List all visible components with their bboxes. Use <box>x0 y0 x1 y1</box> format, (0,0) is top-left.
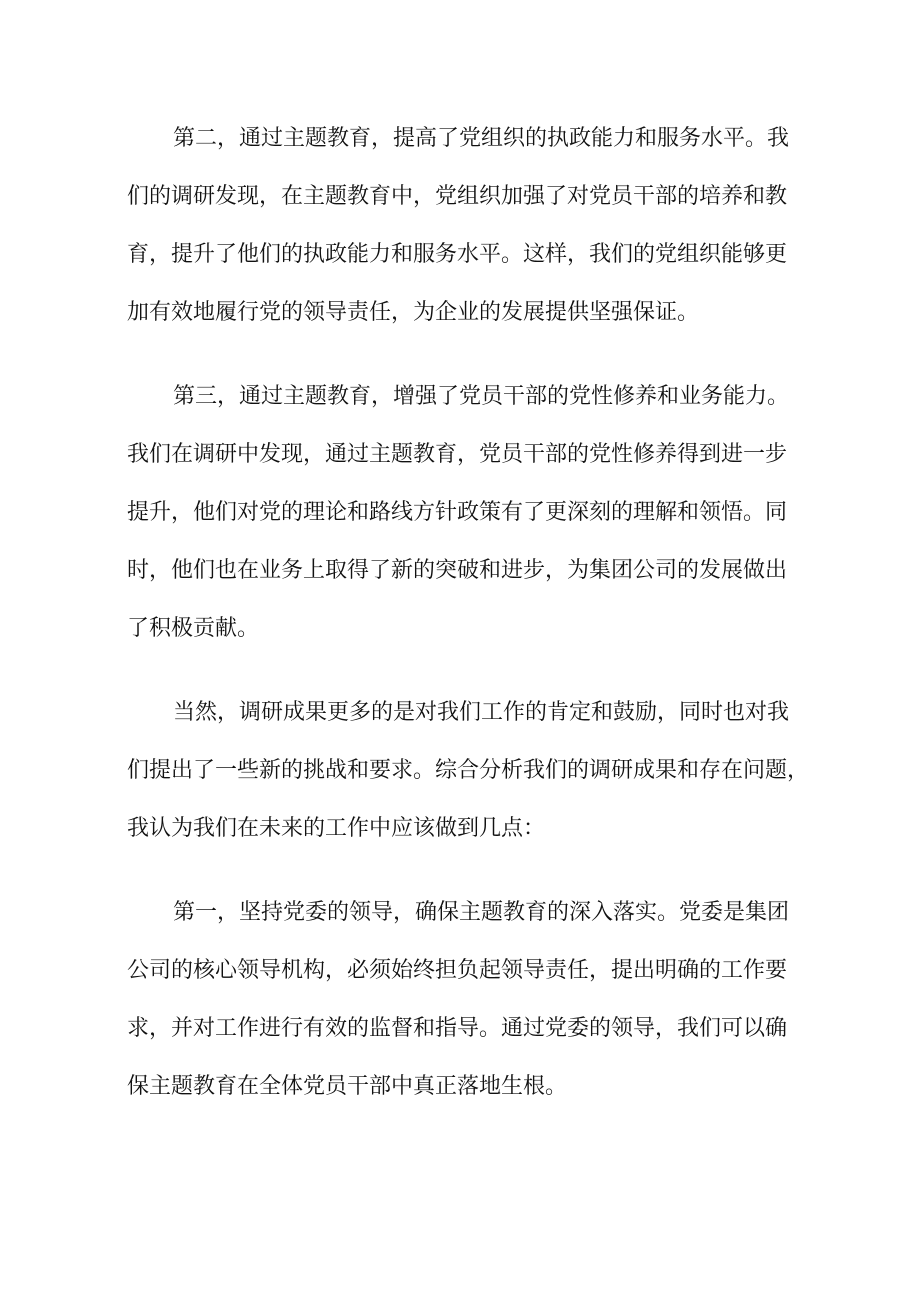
paragraph-line: 保主题教育在全体党员干部中真正落地生根。 <box>127 1074 568 1099</box>
paragraph-line: 第二，通过主题教育，提高了党组织的执政能力和服务水平。我 <box>173 126 790 151</box>
paragraph-line: 时，他们也在业务上取得了新的突破和进步，为集团公司的发展做出 <box>127 558 788 583</box>
paragraph-line: 公司的核心领导机构，必须始终担负起领导责任，提出明确的工作要 <box>127 958 788 983</box>
paragraph-line: 当然，调研成果更多的是对我们工作的肯定和鼓励，同时也对我 <box>173 700 790 725</box>
paragraph-line: 们提出了一些新的挑战和要求。综合分析我们的调研成果和存在问题， <box>127 758 810 783</box>
paragraph-first-recommendation <box>127 884 807 1116</box>
paragraph-summary <box>127 684 810 858</box>
paragraph-third-point <box>127 368 807 658</box>
paragraph-line: 们的调研发现，在主题教育中，党组织加强了对党员干部的培养和教 <box>127 184 788 209</box>
paragraph-line: 求，并对工作进行有效的监督和指导。通过党委的领导，我们可以确 <box>127 1016 788 1041</box>
paragraph-line: 我认为我们在未来的工作中应该做到几点： <box>127 816 546 841</box>
paragraph-line: 我们在调研中发现，通过主题教育，党员干部的党性修养得到进一步 <box>127 442 788 467</box>
paragraph-second-point <box>127 110 807 342</box>
paragraph-line: 加有效地履行党的领导责任，为企业的发展提供坚强保证。 <box>127 300 700 325</box>
paragraph-line: 第三，通过主题教育，增强了党员干部的党性修养和业务能力。 <box>173 384 790 409</box>
paragraph-line: 第一，坚持党委的领导，确保主题教育的深入落实。党委是集团 <box>173 900 790 925</box>
paragraph-line: 提升，他们对党的理论和路线方针政策有了更深刻的理解和领悟。同 <box>127 500 788 525</box>
paragraph-line: 育，提升了他们的执政能力和服务水平。这样，我们的党组织能够更 <box>127 242 788 267</box>
paragraph-line: 了积极贡献。 <box>127 616 260 641</box>
document-body <box>127 110 810 1142</box>
